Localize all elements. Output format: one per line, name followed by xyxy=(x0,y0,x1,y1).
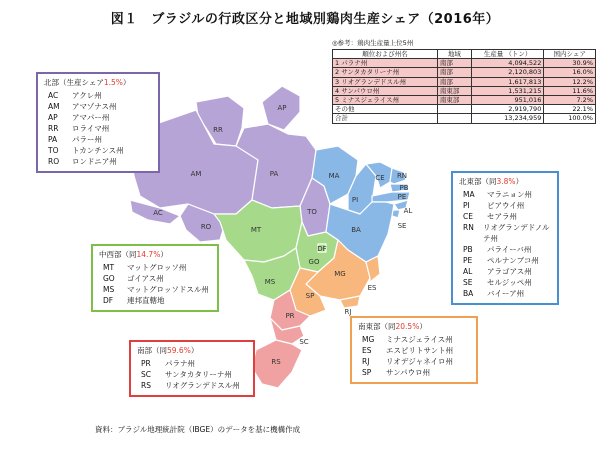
map-label-sp: SP xyxy=(305,292,315,300)
state-name: バイーア州 xyxy=(487,289,525,298)
state-code: AP xyxy=(48,113,58,122)
map-label-am: AM xyxy=(190,170,202,178)
map-label-ac: AC xyxy=(153,209,163,217)
legend-item xyxy=(44,101,152,112)
state-code: SC xyxy=(141,370,151,379)
cell-region: 南東部 xyxy=(437,86,471,95)
state-name: リオグランデドノルテ州 xyxy=(483,223,550,243)
legend-item xyxy=(44,156,152,167)
legend-north xyxy=(36,72,160,173)
state-name: マットグロッソ州 xyxy=(127,263,187,272)
state-name: エスピリトサント州 xyxy=(386,346,454,355)
legend-south xyxy=(129,340,255,397)
legend-item xyxy=(99,284,211,295)
map-label-df: DF xyxy=(317,245,327,253)
state-name: アマゾナス州 xyxy=(72,102,117,111)
state-name: マットグロッソドスル州 xyxy=(127,285,209,294)
legend-item xyxy=(459,244,551,255)
state-code: ES xyxy=(362,346,372,355)
figure-title: 図１ ブラジルの行政区分と地域別鶏肉生産シェア（2016年） xyxy=(110,12,500,27)
map-label-rn: RN xyxy=(396,172,408,180)
state-code: TO xyxy=(48,146,59,155)
state-code: PR xyxy=(141,359,151,368)
map-label-to: TO xyxy=(307,208,317,216)
legend-item xyxy=(99,273,211,284)
cell-share: 30.9% xyxy=(544,59,596,68)
state-name: ペルナンブコ州 xyxy=(487,256,539,265)
cell-name: 合計 xyxy=(333,114,438,123)
map-label-ce: CE xyxy=(375,174,385,182)
cell-name: その他 xyxy=(333,105,438,114)
map-label-ba: BA xyxy=(351,226,361,234)
table-row xyxy=(333,105,596,114)
cell-volume: 951,016 xyxy=(471,96,544,105)
state-name: 連邦直轄地 xyxy=(127,296,165,305)
legend-midwest-header: 中西部（同14.7%） xyxy=(99,250,168,259)
legend-north-header: 北部（生産シェア1.5%） xyxy=(44,78,131,87)
col-region: 地域 xyxy=(437,50,471,59)
legend-item xyxy=(137,358,247,369)
state-name: ミナスジェライス州 xyxy=(386,335,453,344)
cell-volume: 1,617,813 xyxy=(471,77,544,86)
cell-volume: 1,531,215 xyxy=(471,86,544,95)
state-code: CE xyxy=(463,212,473,221)
cell-name: 4 サンパウロ州 xyxy=(333,86,438,95)
cell-region: 南東部 xyxy=(437,96,471,105)
state-code: SE xyxy=(463,278,473,287)
cell-share: 22.1% xyxy=(544,105,596,114)
col-name: 順位および州名 xyxy=(333,50,438,59)
map-label-pb: PB xyxy=(399,184,409,192)
legend-southeast xyxy=(350,316,478,384)
legend-northeast xyxy=(451,171,559,305)
map-label-pi: PI xyxy=(351,196,359,204)
table-row xyxy=(333,114,596,123)
table-row xyxy=(333,86,596,95)
table-caption: ◎参考：鶏肉生産量上位5州 xyxy=(332,39,414,47)
state-code: PA xyxy=(48,135,58,144)
cell-name: 5 ミナスジェライス州 xyxy=(333,96,438,105)
legend-item xyxy=(459,255,551,266)
map-label-al: AL xyxy=(403,207,413,215)
legend-item xyxy=(44,112,152,123)
table-row xyxy=(333,77,596,86)
cell-share: 12.2% xyxy=(544,77,596,86)
state-name: パラナ州 xyxy=(165,359,195,368)
legend-item xyxy=(358,367,470,378)
state-name: アマパー州 xyxy=(72,113,110,122)
map-label-ap: AP xyxy=(277,104,287,112)
state-name: ロライマ州 xyxy=(72,124,110,133)
map-label-go: GO xyxy=(308,258,320,266)
state-name: アクレ州 xyxy=(72,91,102,100)
legend-item xyxy=(137,369,247,380)
cell-region xyxy=(437,105,471,114)
cell-share: 16.0% xyxy=(544,68,596,77)
map-label-pa: PA xyxy=(269,170,279,178)
legend-item xyxy=(358,356,470,367)
legend-northeast-header: 北東部（同3.8%） xyxy=(459,177,524,186)
map-label-ro: RO xyxy=(200,223,212,231)
map-label-sc: SC xyxy=(299,338,309,346)
state-code: PI xyxy=(463,201,470,210)
state-name: アラゴアス州 xyxy=(487,267,532,276)
cell-volume: 2,919,790 xyxy=(471,105,544,114)
legend-item xyxy=(459,288,551,299)
source-note: 資料：ブラジル地理統計院（IBGE）のデータを基に機構作成 xyxy=(95,425,301,434)
map-label-rr: RR xyxy=(213,126,223,134)
map-label-pr: PR xyxy=(285,312,295,320)
cell-volume: 2,120,803 xyxy=(471,68,544,77)
state-name: サンパウロ州 xyxy=(386,368,431,377)
legend-item xyxy=(44,145,152,156)
map-label-rj: RJ xyxy=(344,308,352,316)
state-code: MT xyxy=(103,263,115,272)
state-code: MS xyxy=(103,285,115,294)
cell-region: 南部 xyxy=(437,59,471,68)
state-name: トカンチンス州 xyxy=(72,146,124,155)
cell-volume: 4,094,522 xyxy=(471,59,544,68)
map-label-mg: MG xyxy=(334,270,346,278)
legend-item xyxy=(358,345,470,356)
map-label-se: SE xyxy=(397,222,407,230)
cell-share: 7.2% xyxy=(544,96,596,105)
map-label-ms: MS xyxy=(264,278,276,286)
state-code: AM xyxy=(48,102,60,111)
legend-item xyxy=(459,222,551,244)
cell-region: 南部 xyxy=(437,77,471,86)
state-name: ロンドニア州 xyxy=(72,157,117,166)
cell-volume: 13,234,959 xyxy=(471,114,544,123)
legend-item xyxy=(459,211,551,222)
legend-item xyxy=(459,200,551,211)
state-code: MG xyxy=(362,335,375,344)
legend-item xyxy=(99,262,211,273)
cell-region: 南部 xyxy=(437,68,471,77)
state-code: AL xyxy=(463,267,473,276)
legend-item xyxy=(459,266,551,277)
state-name: サンタカタリーナ州 xyxy=(165,370,232,379)
cell-name: 2 サンタカタリーナ州 xyxy=(333,68,438,77)
state-code: RR xyxy=(48,124,59,133)
legend-item xyxy=(459,277,551,288)
table-row xyxy=(333,68,596,77)
state-name: セルジッペ州 xyxy=(487,278,532,287)
cell-name: 3 リオグランデドスル州 xyxy=(333,77,438,86)
map-label-pe: PE xyxy=(397,193,407,201)
col-share: 国内シェア xyxy=(544,50,596,59)
cell-share: 11.6% xyxy=(544,86,596,95)
legend-southeast-header: 南東部（同20.5%） xyxy=(358,322,427,331)
legend-item xyxy=(137,380,247,391)
state-code: SP xyxy=(362,368,372,377)
legend-south-header: 南部（同59.6%） xyxy=(137,346,199,355)
state-code: GO xyxy=(103,274,115,283)
state-code: BA xyxy=(463,289,474,298)
state-name: ゴイアス州 xyxy=(127,274,164,283)
table-row xyxy=(333,96,596,105)
state-code: PB xyxy=(463,245,473,254)
table-row xyxy=(333,59,596,68)
state-code: RS xyxy=(141,381,151,390)
state-code: PE xyxy=(463,256,473,265)
cell-region xyxy=(437,114,471,123)
state-name: リオデジャネイロ州 xyxy=(386,357,453,366)
production-table xyxy=(332,38,596,124)
legend-item xyxy=(459,189,551,200)
legend-item xyxy=(358,334,470,345)
map-label-ma: MA xyxy=(328,172,340,180)
state-name: パライーバ州 xyxy=(487,245,532,254)
map-label-es: ES xyxy=(367,284,377,292)
map-label-mt: MT xyxy=(250,226,262,234)
legend-item xyxy=(44,90,152,101)
state-name: パラー州 xyxy=(72,135,102,144)
map-label-rs: RS xyxy=(271,358,281,366)
col-volume: 生産量 （トン） xyxy=(471,50,544,59)
state-name: マラニョン州 xyxy=(487,190,532,199)
state-name: セアラ州 xyxy=(487,212,517,221)
state-code: MA xyxy=(463,190,475,199)
legend-item xyxy=(44,123,152,134)
state-code: AC xyxy=(48,91,59,100)
cell-share: 100.0% xyxy=(544,114,596,123)
state-code: DF xyxy=(103,296,114,305)
legend-item xyxy=(44,134,152,145)
state-name: リオグランデドスル州 xyxy=(165,381,240,390)
cell-name: 1 パラナ州 xyxy=(333,59,438,68)
state-code: RN xyxy=(463,223,474,232)
legend-midwest xyxy=(91,244,219,312)
state-name: ピアウイ州 xyxy=(487,201,525,210)
state-code: RJ xyxy=(362,357,370,366)
state-code: RO xyxy=(48,157,60,166)
legend-item xyxy=(99,295,211,306)
